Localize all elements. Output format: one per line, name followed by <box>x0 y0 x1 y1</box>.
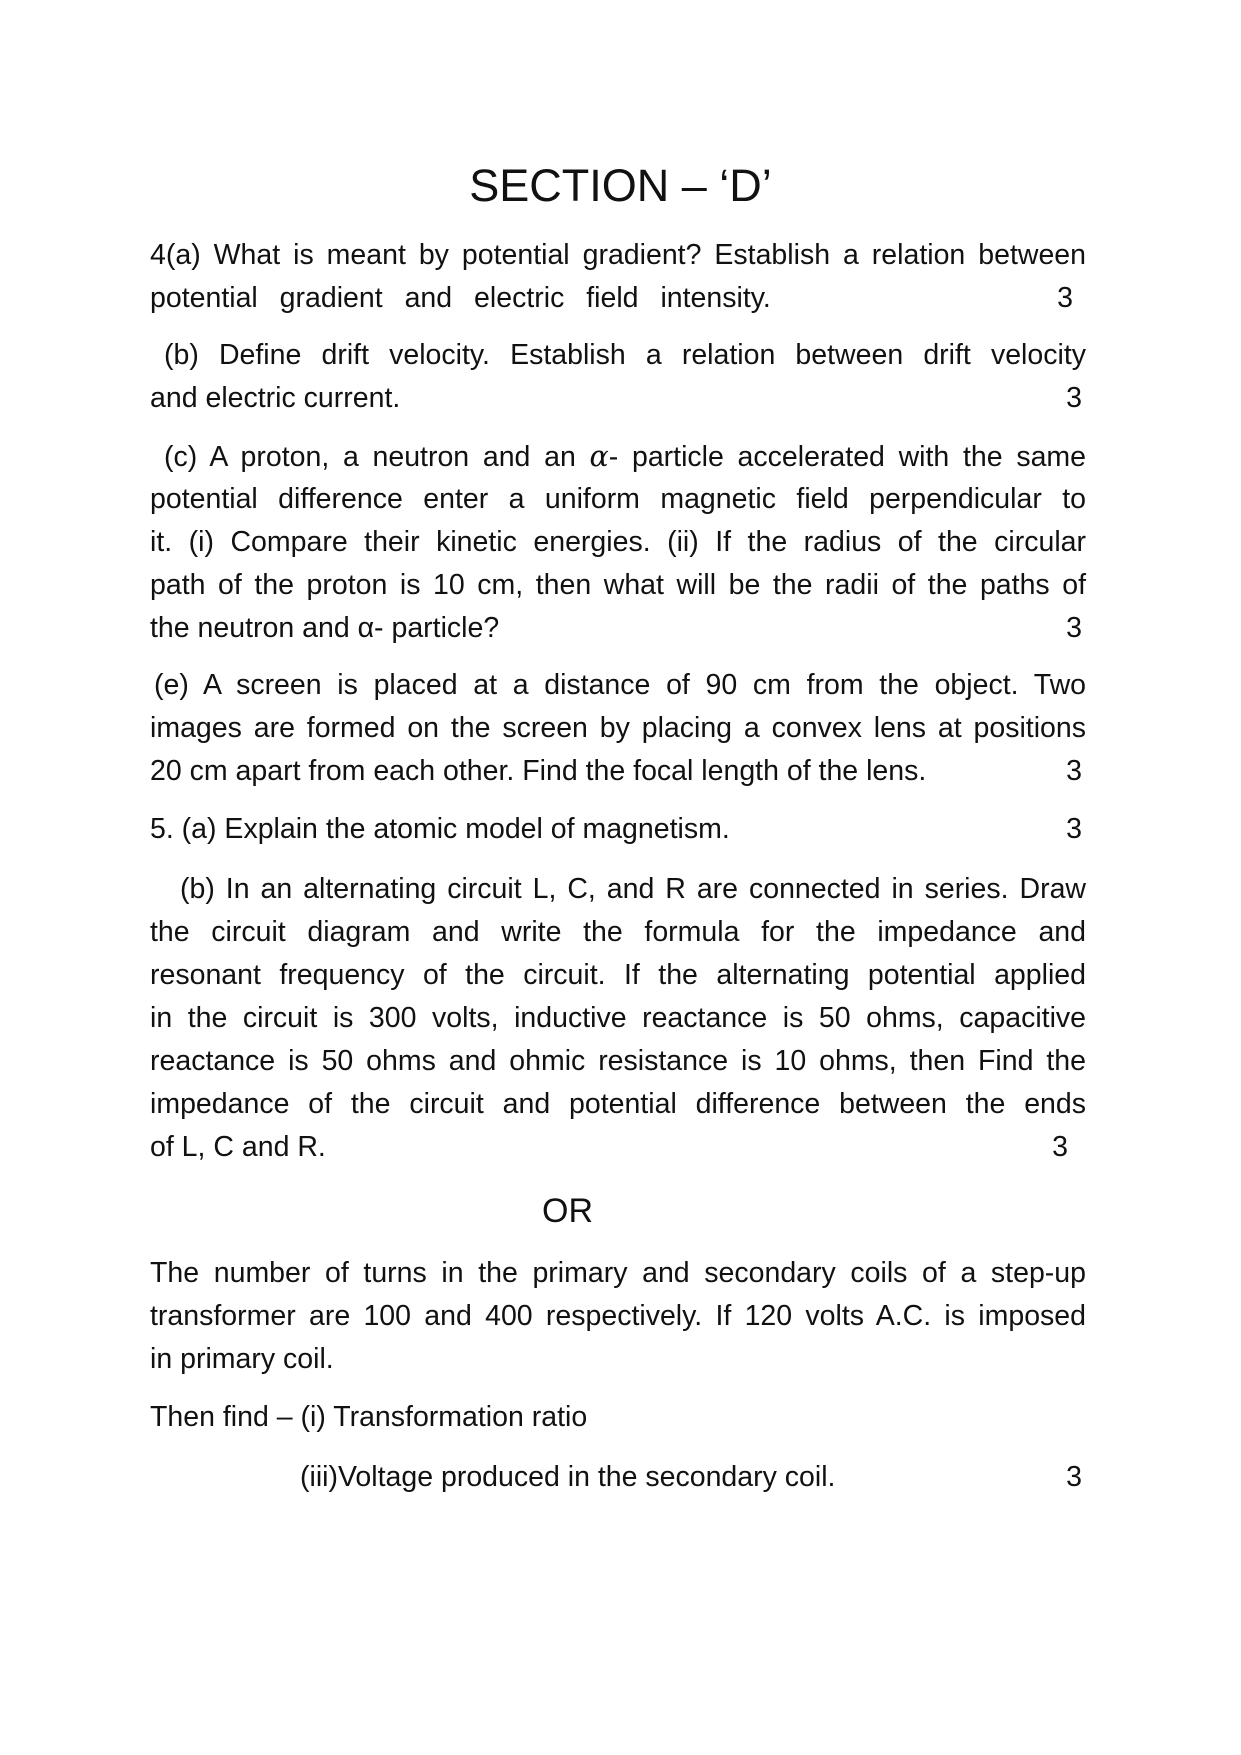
question-4c-line-4: path of the proton is 10 cm, then what will be the radii of the paths of <box>150 569 1086 601</box>
question-5-or <box>150 1252 1086 1381</box>
question-4e-marks: 3 <box>1066 755 1082 787</box>
question-5b-line-4: in the circuit is 300 volts, inductive reactance is 50 ohms, capacitive <box>150 1002 1086 1034</box>
question-4e-line-2: images are formed on the screen by placing a convex lens at positions <box>150 712 1086 744</box>
question-5b-line-2: the circuit diagram and write the formula for the impedance and <box>150 916 1086 948</box>
question-5a <box>150 808 1086 851</box>
question-5b-marks: 3 <box>1052 1131 1068 1163</box>
question-4b-line-2: and electric current. <box>150 382 401 414</box>
question-4e-line-3: 20 cm apart from each other. Find the focal length of the lens. <box>150 755 927 787</box>
question-5-or-line-1: The number of turns in the primary and secondary coils of a step-up <box>150 1257 1086 1289</box>
question-4c-line-3: it. (i) Compare their kinetic energies. (ii) If the radius of the circular <box>150 526 1086 558</box>
question-4a-line-2: potential gradient and electric field intensity. <box>150 282 771 314</box>
question-5b-line-3: resonant frequency of the circuit. If the alternating potential applied <box>150 959 1086 991</box>
question-5a-marks: 3 <box>1066 813 1082 845</box>
section-title: SECTION – ‘D’ <box>469 160 772 211</box>
question-5-or-line-5: (iii)Voltage produced in the secondary coil. <box>300 1461 836 1493</box>
question-5b <box>150 868 1086 1169</box>
question-4c-line-5: the neutron and α- particle? <box>150 612 500 644</box>
question-5a-line-1: 5. (a) Explain the atomic model of magnetism. <box>150 813 730 845</box>
question-5-or-marks: 3 <box>1066 1461 1082 1493</box>
question-4c-line-2: potential difference enter a uniform magnetic field perpendicular to <box>150 483 1086 515</box>
question-5-or-line-3: in primary coil. <box>150 1343 334 1375</box>
question-4a-marks: 3 <box>1057 282 1073 314</box>
question-4c <box>150 435 1086 650</box>
question-5-or-part-iii <box>150 1456 1086 1499</box>
question-5b-line-6: impedance of the circuit and potential difference between the ends <box>150 1088 1086 1120</box>
question-5b-line-5: reactance is 50 ohms and ohmic resistance is 10 ohms, then Find the <box>150 1045 1086 1077</box>
question-5b-line-1: (b) In an alternating circuit L, C, and R are connected in series. Draw <box>180 873 1086 905</box>
question-5-or-line-4: Then find – (i) Transformation ratio <box>150 1401 588 1433</box>
question-5-or-line-2: transformer are 100 and 400 respectively. If 120 volts A.C. is imposed <box>150 1300 1086 1332</box>
question-4b-marks: 3 <box>1066 382 1082 414</box>
question-4e-line-1: (e) A screen is placed at a distance of 90 cm from the object. Two <box>154 669 1086 701</box>
or-separator: OR <box>542 1192 593 1230</box>
question-4a <box>150 234 1086 320</box>
question-4e <box>150 664 1086 793</box>
question-4c-marks: 3 <box>1066 612 1082 644</box>
question-4b <box>150 334 1086 420</box>
question-4b-line-1: (b) Define drift velocity. Establish a relation between drift velocity <box>164 339 1086 371</box>
question-4a-line-1: 4(a) What is meant by potential gradient? Establish a relation between <box>150 239 1086 271</box>
question-4c-line-1: (c) A proton, a neutron and an α- particle accelerated with the same <box>164 440 1087 473</box>
alpha-symbol: α <box>589 440 609 473</box>
question-5-or-find <box>150 1396 1086 1439</box>
question-5b-line-7: of L, C and R. <box>150 1131 326 1163</box>
